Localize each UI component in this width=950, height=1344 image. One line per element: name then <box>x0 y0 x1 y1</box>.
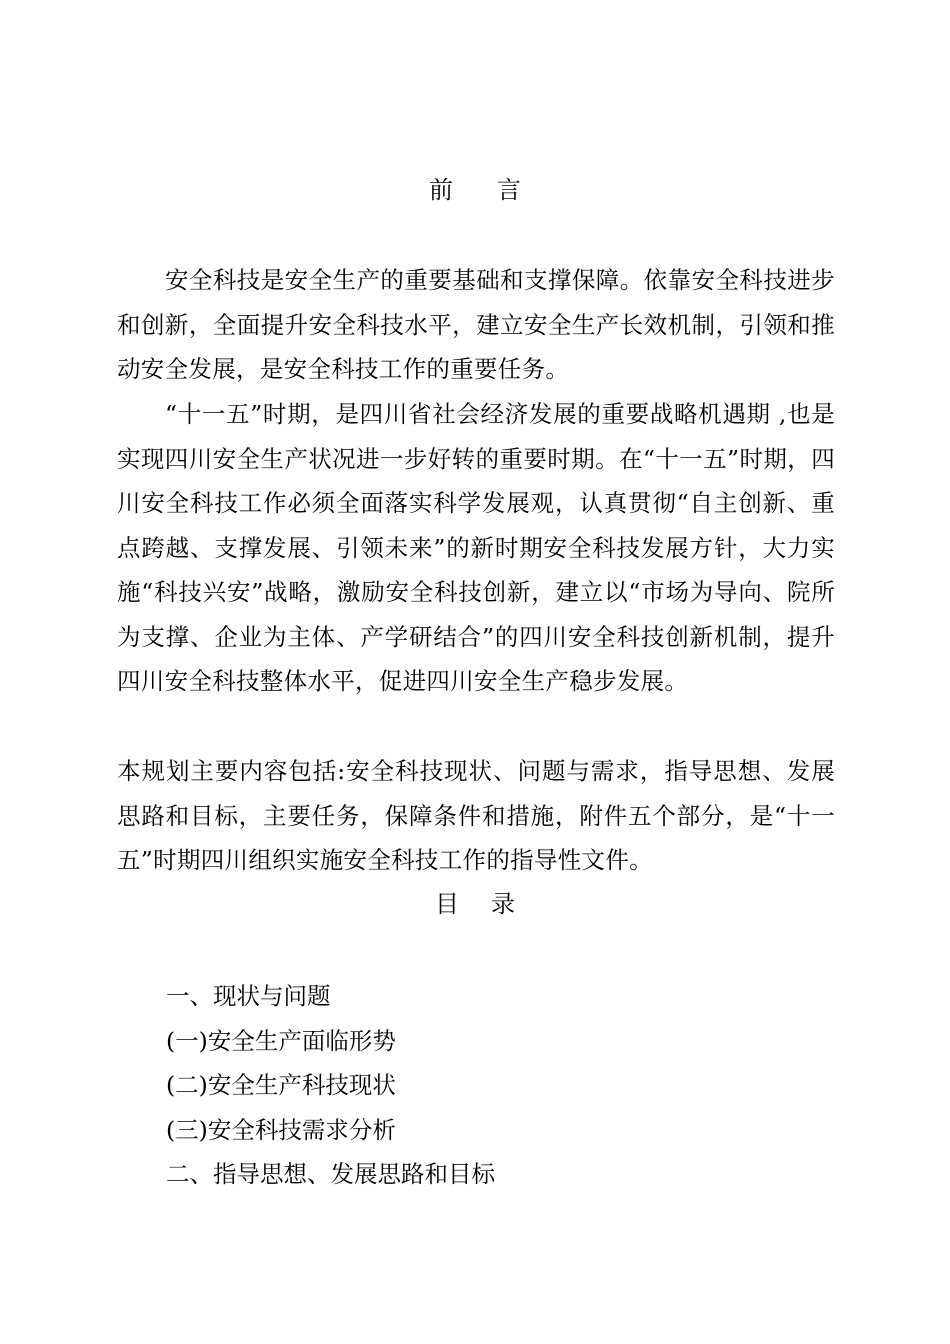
toc-item: (二)安全生产科技现状 <box>166 1071 396 1099</box>
toc-item: (一)安全生产面临形势 <box>166 1026 396 1055</box>
preface-paragraph-1: 安全科技是安全生产的重要基础和支撑保障。依靠安全科技进步和创新，全面提升安全科技水平，建立安全生产长效机制，引领和推动安全发展，是安全科技工作的重要任务。 <box>117 266 835 383</box>
toc-heading-char-1: 目 <box>435 890 459 918</box>
preface-heading <box>0 175 950 205</box>
preface-paragraph-2: “十一五”时期，是四川省社会经济发展的重要战略机遇期 ,也是实现四川安全生产状况进一步好转的重要时期。在“十一五”时期，四川安全科技工作必须全面落实科学发展观，认真贯彻“自主创新、重点跨越、支撑发展、引领未来”的新时期安全科技发展方针，大力实施“科技兴安”战略，激励安全科技创新，建立以“市场为导向、院所为支撑、企业为主体、产学研结合”的四川安全科技创新机制，提升四川安全科技整体水平，促进四川安全生产稳步发展。 <box>117 400 835 695</box>
preface-heading-char-2: 言 <box>497 176 521 204</box>
toc-item: 二、指导思想、发展思路和目标 <box>166 1160 495 1188</box>
toc-item: 一、现状与问题 <box>166 982 331 1010</box>
toc-item: (三)安全科技需求分析 <box>166 1115 396 1144</box>
preface-paragraph-3: 本规划主要内容包括:安全科技现状、问题与需求，指导思想、发展思路和目标，主要任务，保障条件和措施，附件五个部分，是“十一五”时期四川组织实施安全科技工作的指导性文件。 <box>117 757 835 874</box>
toc-heading <box>0 889 950 919</box>
toc-list <box>166 974 846 1197</box>
preface-heading-char-1: 前 <box>429 176 453 204</box>
toc-heading-char-2: 录 <box>491 890 515 918</box>
